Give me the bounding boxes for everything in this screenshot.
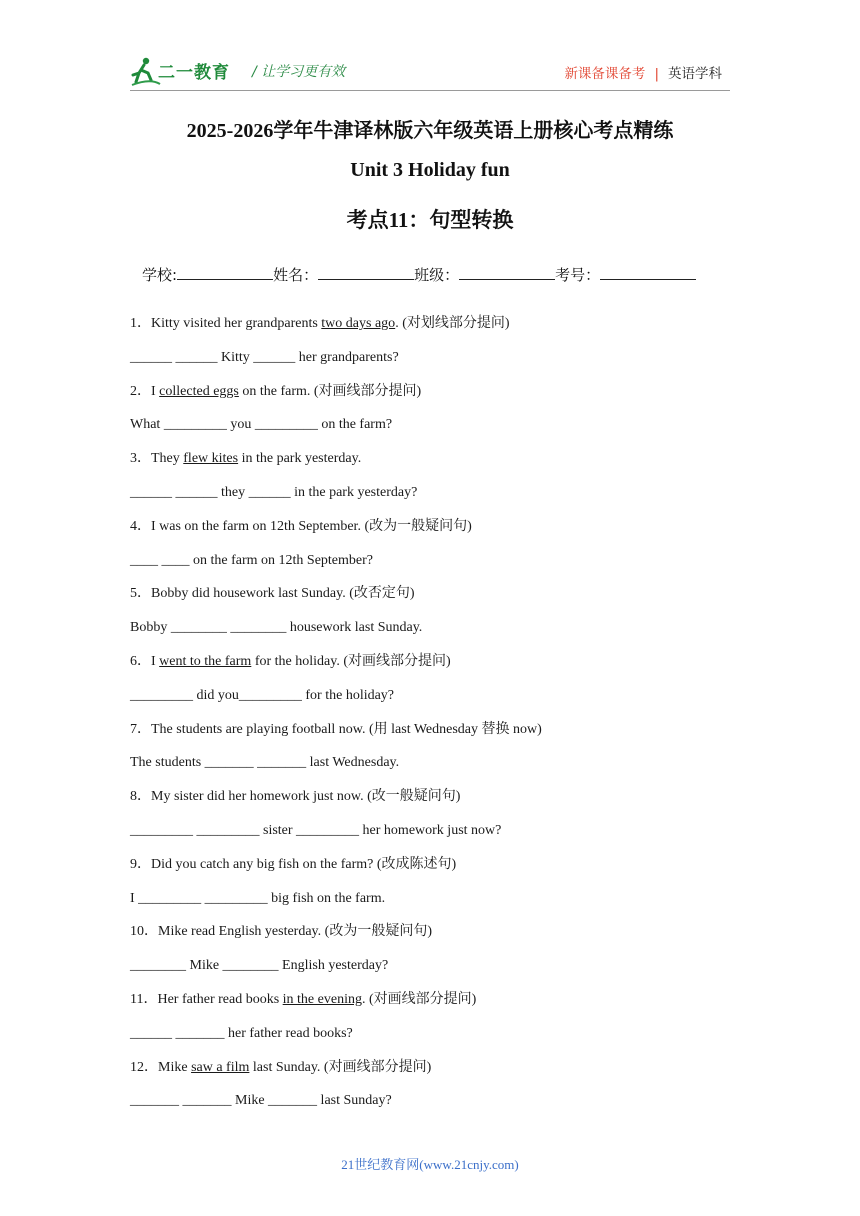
header-separator: | [654,66,659,82]
answer-line-3[interactable]: ______ ______ they ______ in the park yesterday? [130,484,418,500]
school-field[interactable] [177,265,273,280]
question-text: 12．Mike [130,1059,192,1075]
school-label: 学校: [142,266,178,284]
answer-line-5[interactable]: Bobby ________ ________ housework last Sunday. [130,620,423,636]
answer-line-6[interactable]: _________ did you_________ for the holiday? [130,687,395,703]
question-text: 10．Mike read English yesterday. (改为一般疑问句) [130,924,432,940]
question-text: 2．I [130,383,160,399]
answer-line-8[interactable]: _________ _________ sister _________ her homework just now? [130,822,502,838]
question-text: 9．Did you catch any big fish on the farm? (改成陈述句) [130,856,457,872]
topic-title: 考点11：句型转换 [346,208,514,232]
underlined-phrase: collected eggs [159,383,239,399]
question-text: 5．Bobby did housework last Sunday. (改否定句) [130,586,415,602]
question-text: 6．I [130,653,160,669]
question-text: 11．Her father read books [130,991,283,1007]
question-text: . (对画线部分提问) [361,991,477,1007]
name-label: 姓名： [273,266,319,284]
question-6 [130,652,750,686]
answer-line-2[interactable]: What _________ you _________ on the farm? [130,417,393,433]
underlined-phrase: in the evening [282,991,362,1007]
question-text: 3．They [130,451,184,467]
question-text: last Sunday. (对画线部分提问) [249,1059,432,1075]
question-text: 8．My sister did her homework just now. (改一般疑问句) [130,789,461,805]
question-text: 4．I was on the farm on 12th September. (改为一般疑问句) [130,518,472,534]
logo-text: 二一教育 [158,63,230,83]
answer-line-1[interactable]: ______ ______ Kitty ______ her grandparents? [130,349,399,365]
question-11 [130,990,750,1024]
answer-line-11[interactable]: ______ _______ her father read books? [130,1025,353,1041]
answer-line-12[interactable]: _______ _______ Mike _______ last Sunday? [130,1093,392,1109]
question-text: 1．Kitty visited her grandparents [130,316,322,331]
question-12 [130,1058,750,1092]
question-text: in the park yesterday. [238,451,362,467]
question-4 [130,517,750,551]
page-header [130,52,730,92]
underlined-phrase: went to the farm [159,653,252,669]
question-text: . (对划线部分提问) [395,316,510,331]
exam-no-label: 考号： [555,266,601,284]
question-text: on the farm. (对画线部分提问) [238,383,422,399]
question-text: 7．The students are playing football now. (用 last Wednesday 替换 now) [130,721,542,737]
question-10 [130,922,750,956]
answer-line-9[interactable]: I _________ _________ big fish on the farm. [130,890,386,906]
question-2 [130,382,750,416]
answer-line-10[interactable]: ________ Mike ________ English yesterday? [130,958,389,974]
exam-no-field[interactable] [600,265,696,280]
header-right [564,62,722,82]
header-subject: 英语学科 [668,66,722,82]
answer-line-7[interactable]: The students _______ _______ last Wednesday. [130,755,400,771]
question-list [130,314,750,1125]
question-9 [130,855,750,889]
question-8 [130,787,750,821]
class-label: 班级： [414,266,460,284]
class-field[interactable] [459,265,555,280]
name-field[interactable] [318,265,414,280]
question-7 [130,720,750,754]
unit-title: Unit 3 Holiday fun [350,159,510,181]
question-1 [130,314,750,348]
underlined-phrase: saw a film [191,1059,250,1075]
underlined-phrase: two days ago [321,316,396,331]
answer-line-4[interactable]: ____ ____ on the farm on 12th September? [130,552,374,568]
footer-source: 21世纪教育网(www.21cnjy.com) [341,1157,519,1172]
question-text: for the holiday. (对画线部分提问) [251,653,451,669]
question-3 [130,449,750,483]
header-divider [130,90,730,91]
student-info-line [142,264,696,285]
page-title: 2025-2026学年牛津译林版六年级英语上册核心考点精练 [186,120,674,142]
slogan: / 让学习更有效 [252,64,346,80]
header-course: 新课备课备考 [564,66,646,82]
question-5 [130,584,750,618]
underlined-phrase: flew kites [183,451,239,467]
